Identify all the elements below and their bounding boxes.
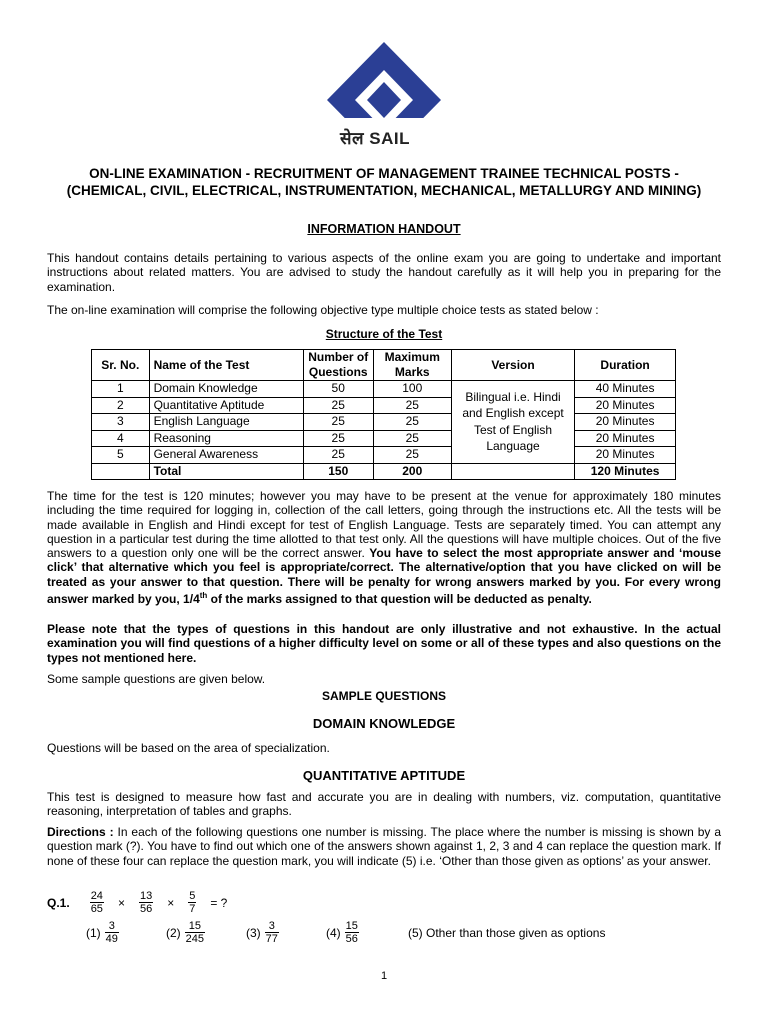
equals-question: = ? <box>210 895 228 910</box>
table-caption: Structure of the Test <box>325 327 443 341</box>
denominator: 56 <box>345 933 358 945</box>
cell-marks: 100 <box>373 381 451 398</box>
superscript: th <box>199 591 208 601</box>
denominator: 65 <box>90 903 103 915</box>
option-label: (1) <box>86 925 101 940</box>
cell-version: Bilingual i.e. Hindi and English except Test of English Language <box>451 381 574 464</box>
penalty-text: You have to select the most appropriate answer and ‘mouse click’ that alternative which you feel is appropriate/correct. The alternative/option that you have clicked on will be treated as your answer to that question. There will be penalty for wrong answers marked by you. For every wrong answer marked by you, 1/4 <box>47 546 721 607</box>
cell-sr: 4 <box>92 430 150 447</box>
note-paragraph: Please note that the types of questions in this handout are only illustrative and not exhaustive. In the actual examination you will find questions of a higher difficulty level on some or all of these types and also questions on the types not mentioned here. <box>47 622 721 665</box>
numerator: 15 <box>345 920 358 932</box>
cell-duration: 40 Minutes <box>575 381 676 398</box>
times-sign: × <box>167 895 175 910</box>
cell-marks: 25 <box>373 397 451 414</box>
cell-duration: 20 Minutes <box>575 414 676 431</box>
cell-name: English Language <box>149 414 303 431</box>
domain-text: Questions will be based on the area of specialization. <box>47 741 330 755</box>
cell-duration: 20 Minutes <box>575 397 676 414</box>
time-paragraph <box>47 489 721 606</box>
header-sr: Sr. No. <box>92 350 150 381</box>
cell-name: Quantitative Aptitude <box>149 397 303 414</box>
header-marks: Maximum Marks <box>373 350 451 381</box>
comprise-paragraph: The on-line examination will comprise the following objective type multiple choice tests as stated below : <box>47 303 599 317</box>
qa-heading: QUANTITATIVE APTITUDE <box>302 768 466 783</box>
header-duration: Duration <box>575 350 676 381</box>
option-label: (3) <box>246 925 261 940</box>
option-4[interactable] <box>326 920 408 945</box>
fraction <box>345 920 359 945</box>
times-sign: × <box>117 895 125 910</box>
fraction <box>105 920 119 945</box>
cell-duration: 20 Minutes <box>575 447 676 464</box>
denominator: 77 <box>265 933 278 945</box>
table-row <box>92 397 676 414</box>
cell-duration: 20 Minutes <box>575 430 676 447</box>
table-row <box>92 381 676 398</box>
header-name: Name of the Test <box>149 350 303 381</box>
page-number: 1 <box>380 970 388 982</box>
denominator: 245 <box>185 933 205 945</box>
option-2[interactable] <box>166 920 246 945</box>
cell-questions: 50 <box>303 381 373 398</box>
sample-heading: SAMPLE QUESTIONS <box>321 689 446 703</box>
fraction <box>90 890 104 915</box>
fraction <box>139 890 153 915</box>
header-version: Version <box>451 350 574 381</box>
table-row <box>92 447 676 464</box>
time-text: The time for the test is 120 minutes; however you may have to be present at the venue for approximately 180 minutes including the time required for logging in, collection of the call letters, going through the instructions etc. All the tests will be made available in English and Hindi except for test of English Language. Tests are separately timed. You can attempt any question in a particular test during the time allotted to that test only. All the questions will have multiple choices. Out of the five answers to a question only one will be the correct answer. <box>47 489 721 561</box>
table-row <box>92 414 676 431</box>
numerator: 24 <box>90 890 103 902</box>
cell-sr <box>92 463 150 480</box>
cell-sr: 1 <box>92 381 150 398</box>
numerator: 3 <box>105 920 119 933</box>
page-title: ON-LINE EXAMINATION - RECRUITMENT OF MANAGEMENT TRAINEE TECHNICAL POSTS - (CHEMICAL, CIVIL, ELECTRICAL, INSTRUMENTATION, MECHANICAL, METALLURGY AND MINING) <box>66 166 702 198</box>
logo-text: सेल SAIL <box>340 129 410 148</box>
numerator: 13 <box>139 890 153 902</box>
option-3[interactable] <box>246 920 326 945</box>
directions-text: In each of the following questions one number is missing. The place where the number is missing is shown by a question mark (?). You have to find out which one of the answers shown against 1, 2, 3 and 4 can replace the question mark. If none of these four can replace the question mark, you will indicate (5) i.e. ‘Other than those given as options’ as your answer. <box>47 825 721 868</box>
cell-questions: 25 <box>303 447 373 464</box>
cell-marks: 25 <box>373 414 451 431</box>
header-questions: Number of Questions <box>303 350 373 381</box>
cell-marks: 25 <box>373 447 451 464</box>
fraction <box>188 890 196 915</box>
denominator: 56 <box>139 903 153 915</box>
directions-label: Directions : <box>47 825 114 839</box>
option-5[interactable]: (5) Other than those given as options <box>408 925 606 940</box>
numerator: 15 <box>185 920 205 933</box>
page-subtitle: INFORMATION HANDOUT <box>307 222 461 236</box>
cell-name: Domain Knowledge <box>149 381 303 398</box>
domain-heading: DOMAIN KNOWLEDGE <box>312 716 456 731</box>
cell-marks: 25 <box>373 430 451 447</box>
numerator: 5 <box>189 890 196 902</box>
cell-total-marks: 200 <box>373 463 451 480</box>
cell-questions: 25 <box>303 397 373 414</box>
table-row <box>92 430 676 447</box>
option-1[interactable] <box>86 920 166 945</box>
sample-intro: Some sample questions are given below. <box>47 672 266 686</box>
question-label: Q.1. <box>47 895 70 910</box>
denominator: 49 <box>105 933 118 945</box>
option-label: (4) <box>326 925 341 940</box>
penalty-end-text: of the marks assigned to that question will be deducted as penalty. <box>207 592 592 607</box>
qa-text: This test is designed to measure how fast and accurate you are in dealing with numbers, viz. computation, quantitative reasoning, interpretation of tables and graphs. <box>47 790 721 819</box>
fraction <box>265 920 279 945</box>
cell-sr: 2 <box>92 397 150 414</box>
cell-sr: 5 <box>92 447 150 464</box>
question-1-options <box>86 920 605 945</box>
cell-total-label: Total <box>149 463 303 480</box>
intro-paragraph: This handout contains details pertaining to various aspects of the online exam you are going to undertake and important instructions about related matters. You are advised to study the handout carefully as it will help you in preparing for the examination. <box>47 251 721 294</box>
cell-questions: 25 <box>303 414 373 431</box>
cell-name: General Awareness <box>149 447 303 464</box>
denominator: 7 <box>189 903 196 915</box>
cell-questions: 25 <box>303 430 373 447</box>
option-label: (2) <box>166 925 181 940</box>
directions-paragraph <box>47 825 721 868</box>
numerator: 3 <box>265 920 279 933</box>
question-1 <box>47 890 227 915</box>
cell-sr: 3 <box>92 414 150 431</box>
cell-total-duration: 120 Minutes <box>575 463 676 480</box>
test-structure-table <box>91 349 676 480</box>
table-header-row <box>92 350 676 381</box>
cell-total-questions: 150 <box>303 463 373 480</box>
cell-name: Reasoning <box>149 430 303 447</box>
table-total-row <box>92 463 676 480</box>
fraction <box>185 920 205 945</box>
cell-version <box>451 463 574 480</box>
